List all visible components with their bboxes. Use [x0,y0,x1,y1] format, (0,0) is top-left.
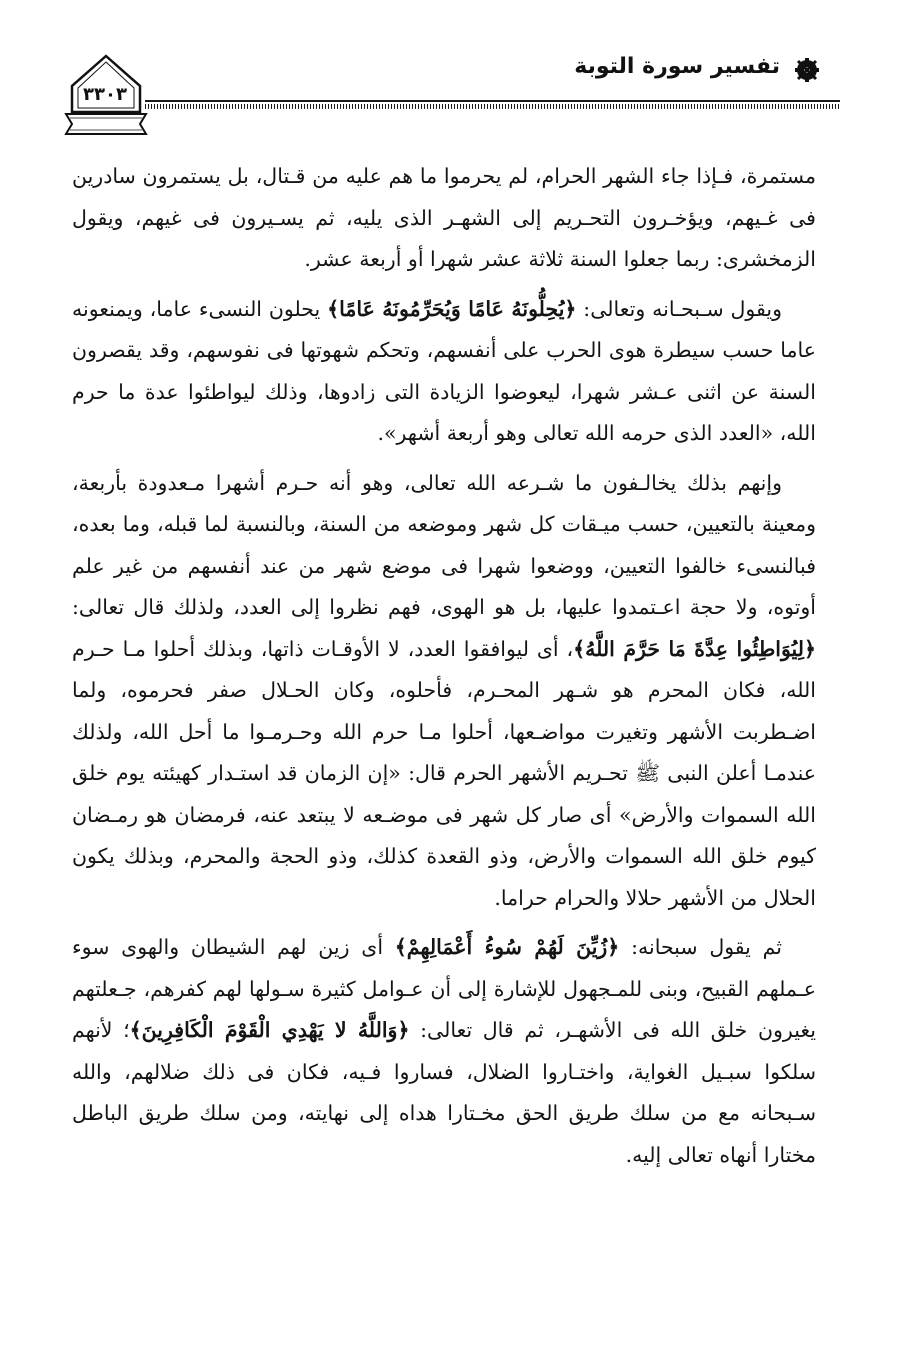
quran-verse: ﴿يُحِلُّونَهُ عَامًا وَيُحَرِّمُونَهُ عَامًا﴾ [327,296,577,321]
paragraph-4 [72,927,816,1176]
tafsir-body [72,156,816,1176]
page-number: ٣٣٠٣ [83,84,127,105]
paragraph-1 [72,156,816,281]
surah-title: تفسير سورة التوبة [574,54,780,79]
quran-verse: ﴿لِيُوَاطِئُوا عِدَّةَ مَا حَرَّمَ اللَّهُ﴾ [573,636,817,661]
paragraph-text: أى زين لهم الشيطان والهوى سوء عـملهم القبيح، وبنى للمـجهول للإشارة إلى أن عـوامل كثيرة سـولها لهم كفرهم، جـعلتهم يغيرون خلق الله فى الأشهـر، ثم قال تعالى: [72,935,816,1042]
quran-verse: ﴿وَاللَّهُ لا يَهْدِي الْقَوْمَ الْكَافِرِينَ﴾ [129,1018,410,1042]
page-header [60,40,840,140]
paragraph-text: يحلون النسىء عاما، ويمنعونه عاما حسب سيطرة هوى الحرب على أنفسهم، وتحكم شهوتها فى نفوسهم، وقد يقصرون السنة عن اثنى عـشر شهرا، ليعوضوا الزيادة التى زادوها، وذلك ليواطئوا عدة ما حرم الله، «العدد الذى حرمه الله تعالى وهو أربعة أشهر». [72,296,816,445]
quran-verse: ﴿زُيِّنَ لَهُمْ سُوءُ أَعْمَالِهِمْ﴾ [394,935,620,959]
paragraph-text: ؛ لأنهم سلكوا سبـيل الغواية، واختـاروا الضلال، فساروا فـيه، فكان فى ذلك ضلالهم، والله سـبحانه مع من سلك طريق الحق مخـتارا هداه إلى نهايته، ومن سلك طريق الباطل مختارا أنهاه تعالى إليه. [72,1018,816,1167]
paragraph-text: وإنهم بذلك يخالـفون ما شـرعه الله تعالى، وهو أنه حـرم أشهرا مـعدودة بأربعة، ومعينة بالتعيين، حسب ميـقات كل شهر وموضعه من السنة، وبالنسبة لما قبله، وما بعده، فبالنسىء خالفوا التعيين، ووضعوا شهرا فى موضع شهر من عند أنفسهم من غير علم أوتوه، ولا حجة اعـتمدوا عليها، بل هو الهوى، فهم نظروا إلى العدد، ولذلك قال تعالى: [72,470,816,619]
header-rule [145,100,840,102]
paragraph-text: مستمرة، فـإذا جاء الشهر الحرام، لم يحرموا ما هم عليه من قـتال، بل يستمرون سادرين فى غـيهم، ويؤخـرون التحـريم إلى الشهـر الذى يليه، ثم يسـيرون فى غيهم، ويقول الزمخشرى: ربما جعلوا السنة ثلاثة عشر شهرا أو أربعة عشر. [72,164,816,271]
paragraph-text: ثم يقول سبحانه: [619,935,782,959]
black-ornament-icon [792,56,822,84]
paragraph-3 [72,463,816,920]
paragraph-text: ويقول سـبحـانه وتعالى: [576,296,782,321]
paragraph-2 [72,289,816,455]
paragraph-text: ، أى ليوافقوا العدد، لا الأوقـات ذاتها، وبذلك أحلوا مـا حـرم الله، فكان المحرم هو شـهر المحـرم، فأحلوه، وكان الحـلال صفر فحرموه، ولما اضـطربت الأشهر وتغيرت مواضـعها، أحلوا مـا حرم الله وحـرمـوا ما أحل الله، ولذلك عندمـا أعلن النبى ﷺ تحـريم الأشهر الحرم قال: «إن الزمان قد استـدار كهيئته يوم خلق الله السموات والأرض» أى صار كل شهر فى موضـعه لا يبتعد عنه، فرمضان هو رمـضان كيوم خلق الله السموات والأرض، وذو القعدة كذلك، وذو الحجة والمحرم، وبذلك يكون الحلال من الأشهر حلالا والحرام حراما. [72,636,816,910]
